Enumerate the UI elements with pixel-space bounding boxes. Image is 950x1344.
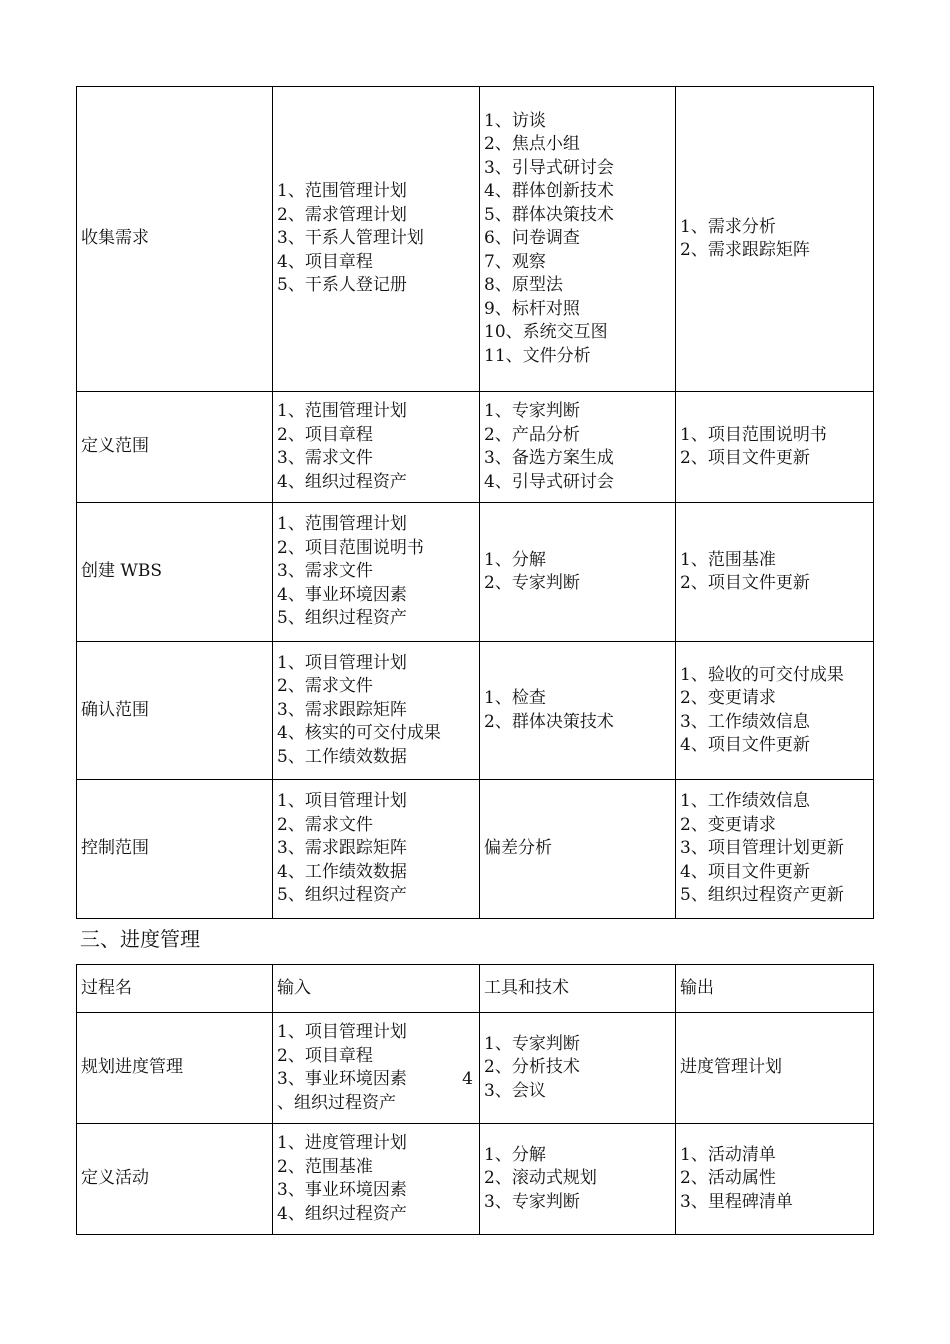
list-item: 3、需求文件 [277, 448, 373, 468]
inputs-cell [273, 642, 480, 780]
list-item: 1、验收的可交付成果 [680, 664, 844, 685]
list-item: 3、需求跟踪矩阵 [277, 838, 407, 859]
list-item: 4、核实的可交付成果 [277, 723, 441, 744]
list-item: 1、项目管理计划 [277, 652, 407, 673]
list-item: 5、群体决策技术 [484, 204, 614, 225]
wrapped-number: 4 [462, 1069, 473, 1089]
table-row [77, 87, 874, 392]
list-item: 2、项目章程 [277, 424, 373, 445]
inputs-cell [273, 780, 480, 919]
list-item: 7、观察 [484, 251, 546, 272]
inputs-cell [273, 503, 480, 642]
list-item: 3、备选方案生成 [484, 448, 614, 468]
list-item: 3、项目管理计划更新 [680, 838, 844, 859]
list-item: 1、范围基准 [680, 549, 776, 570]
list-item: 1、需求分析 [680, 216, 776, 237]
list-item: 4、引导式研讨会 [484, 471, 614, 492]
list-item: 2、分析技术 [484, 1057, 580, 1078]
list-item: 1、分解 [484, 1144, 546, 1165]
list-item: 1、专家判断 [484, 401, 580, 421]
table-row [77, 1124, 874, 1235]
process-name-cell: 规划进度管理 [77, 1013, 273, 1124]
tools-cell [480, 1013, 676, 1124]
table-header-row [77, 965, 874, 1013]
tools-cell [480, 642, 676, 780]
list-item: 2、产品分析 [484, 424, 580, 445]
inputs-cell [273, 392, 480, 503]
list-item: 4、项目文件更新 [680, 735, 810, 755]
inputs-cell [273, 1013, 480, 1124]
list-item: 2、项目章程 [277, 1045, 373, 1066]
tools-cell [480, 503, 676, 642]
list-item: 2、需求文件 [277, 814, 373, 835]
list-item: 3、引导式研讨会 [484, 157, 614, 178]
list-item: 1、范围管理计划 [277, 514, 407, 535]
list-item: 5、组织过程资产更新 [680, 885, 844, 906]
column-header: 工具和技术 [480, 965, 676, 1013]
schedule-process-table [76, 964, 874, 1235]
column-header: 输出 [676, 965, 874, 1013]
inputs-cell [273, 1124, 480, 1235]
list-item: 8、原型法 [484, 275, 563, 296]
list-item: 1、范围管理计划 [277, 401, 407, 421]
table-row [77, 503, 874, 642]
list-item: 1、活动清单 [680, 1144, 776, 1165]
table-row [77, 780, 874, 919]
list-item: 3、需求跟踪矩阵 [277, 699, 407, 720]
outputs-cell [676, 392, 874, 503]
list-item: 3、干系人管理计划 [277, 228, 424, 249]
list-item: 4、群体创新技术 [484, 181, 614, 202]
list-item: 5、工作绩效数据 [277, 746, 407, 767]
list-item: 4、组织过程资产 [277, 471, 407, 492]
list-item: 6、问卷调查 [484, 228, 580, 249]
outputs-cell [676, 503, 874, 642]
list-item: 2、项目文件更新 [680, 448, 810, 468]
list-item: 2、变更请求 [680, 814, 776, 835]
list-item: 3、专家判断 [484, 1191, 580, 1212]
list-item: 4、工作绩效数据 [277, 861, 407, 882]
outputs-cell [676, 642, 874, 780]
list-item: 1、项目管理计划 [277, 1022, 407, 1042]
list-item: 1、分解 [484, 549, 546, 570]
list-item: 10、系统交互图 [484, 322, 608, 343]
list-item: 2、项目范围说明书 [277, 537, 424, 558]
process-name-cell: 定义活动 [77, 1124, 273, 1235]
list-item: 2、专家判断 [484, 573, 580, 593]
tools-cell [480, 392, 676, 503]
process-name-cell: 收集需求 [77, 87, 273, 392]
column-header: 输入 [273, 965, 480, 1013]
process-name-cell: 控制范围 [77, 780, 273, 919]
section-heading: 三、进度管理 [80, 927, 200, 951]
list-item: 1、范围管理计划 [277, 181, 407, 202]
process-name-cell: 创建 WBS [77, 503, 273, 642]
list-item: 4、组织过程资产 [277, 1203, 407, 1224]
list-item: 2、变更请求 [680, 688, 776, 708]
list-item: 2、焦点小组 [484, 134, 580, 155]
list-item: 3、需求文件 [277, 561, 373, 582]
list-item: 1、工作绩效信息 [680, 791, 810, 812]
tools-cell [480, 1124, 676, 1235]
process-name-cell: 确认范围 [77, 642, 273, 780]
scope-process-table [76, 86, 874, 919]
process-name-cell: 定义范围 [77, 392, 273, 503]
list-item: 1、进度管理计划 [277, 1133, 407, 1153]
inputs-cell [273, 87, 480, 392]
list-item: 11、文件分析 [484, 345, 591, 366]
list-item: 3、工作绩效信息 [680, 711, 810, 732]
list-item: 3、事业环境因素 4 [277, 1068, 479, 1092]
list-item: 2、需求跟踪矩阵 [680, 240, 810, 260]
list-item: 5、组织过程资产 [277, 885, 407, 906]
outputs-cell [676, 780, 874, 919]
list-item: 5、干系人登记册 [277, 275, 407, 296]
outputs-cell [676, 1124, 874, 1235]
list-item: 4、项目章程 [277, 251, 373, 272]
list-item: 5、组织过程资产 [277, 608, 407, 629]
list-item: 1、项目管理计划 [277, 791, 407, 812]
list-item: 3、里程碑清单 [680, 1191, 793, 1212]
list-item: 1、专家判断 [484, 1033, 580, 1054]
list-item: 进度管理计划 [680, 1057, 782, 1078]
column-header: 过程名 [77, 965, 273, 1013]
table-row [77, 392, 874, 503]
list-item: 偏差分析 [484, 838, 552, 859]
list-item: 2、需求文件 [277, 676, 373, 697]
table-row [77, 642, 874, 780]
list-item: 3、会议 [484, 1080, 546, 1101]
list-item: 、组织过程资产 [277, 1092, 396, 1113]
list-item: 3、事业环境因素 [277, 1180, 407, 1200]
list-item: 1、检查 [484, 688, 546, 708]
list-item: 1、访谈 [484, 110, 546, 131]
list-item: 2、范围基准 [277, 1156, 373, 1177]
list-item: 4、项目文件更新 [680, 861, 810, 882]
tools-cell [480, 87, 676, 392]
list-item: 2、滚动式规划 [484, 1168, 597, 1189]
tools-cell [480, 780, 676, 919]
outputs-cell [676, 1013, 874, 1124]
list-item: 2、活动属性 [680, 1168, 776, 1189]
list-item: 1、项目范围说明书 [680, 424, 827, 445]
list-item: 4、事业环境因素 [277, 584, 407, 605]
table-row [77, 1013, 874, 1124]
list-item: 2、需求管理计划 [277, 204, 407, 225]
list-item: 2、项目文件更新 [680, 573, 810, 593]
list-item: 2、群体决策技术 [484, 711, 614, 732]
outputs-cell [676, 87, 874, 392]
list-item: 9、标杆对照 [484, 298, 580, 319]
